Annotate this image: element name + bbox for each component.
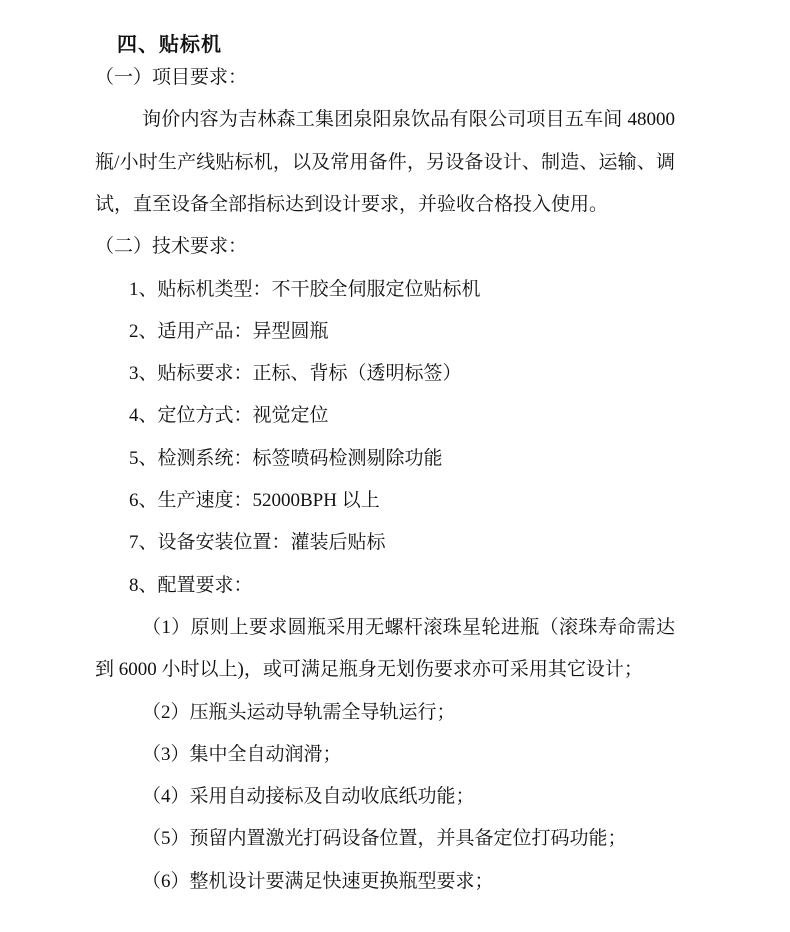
text-line: 7、设备安装位置：灌装后贴标 xyxy=(129,532,386,553)
text-line: 1、贴标机类型：不干胶全伺服定位贴标机 xyxy=(129,279,481,300)
text-line: 试，直至设备全部指标达到设计要求，并验收合格投入使用。 xyxy=(95,194,609,215)
text-line: 到 6000 小时以上)，或可满足瓶身无划伤要求亦可采用其它设计； xyxy=(95,659,643,680)
text-line: 询价内容为吉林森工集团泉阳泉饮品有限公司项目五车间 48000 xyxy=(142,109,675,130)
text-line: 8、配置要求： xyxy=(129,575,253,596)
text-line: （一）项目要求： xyxy=(95,67,248,88)
text-line: 6、生产速度：52000BPH 以上 xyxy=(129,490,380,511)
text-line: （二）技术要求： xyxy=(95,236,248,257)
text-line: 2、适用产品：异型圆瓶 xyxy=(129,321,329,342)
text-line: 3、贴标要求：正标、背标（透明标签） xyxy=(129,363,462,384)
text-line: （2）压瓶头运动导轨需全导轨运行； xyxy=(142,702,456,723)
text-line: （1）原则上要求圆瓶采用无螺杆滚珠星轮进瓶（滚珠寿命需达 xyxy=(142,617,675,638)
text-line: 4、定位方式：视觉定位 xyxy=(129,405,329,426)
text-line: 5、检测系统：标签喷码检测剔除功能 xyxy=(129,448,443,469)
text-line: 瓶/小时生产线贴标机，以及常用备件，另设备设计、制造、运输、调 xyxy=(95,152,675,173)
text-line: （3）集中全自动润滑； xyxy=(142,744,342,765)
document-heading: 四、贴标机 xyxy=(117,34,222,56)
text-line: （6）整机设计要满足快速更换瓶型要求； xyxy=(142,871,494,892)
document-body xyxy=(95,0,675,932)
text-line: （4）采用自动接标及自动收底纸功能； xyxy=(142,786,475,807)
text-line: （5）预留内置激光打码设备位置，并具备定位打码功能； xyxy=(142,828,627,849)
